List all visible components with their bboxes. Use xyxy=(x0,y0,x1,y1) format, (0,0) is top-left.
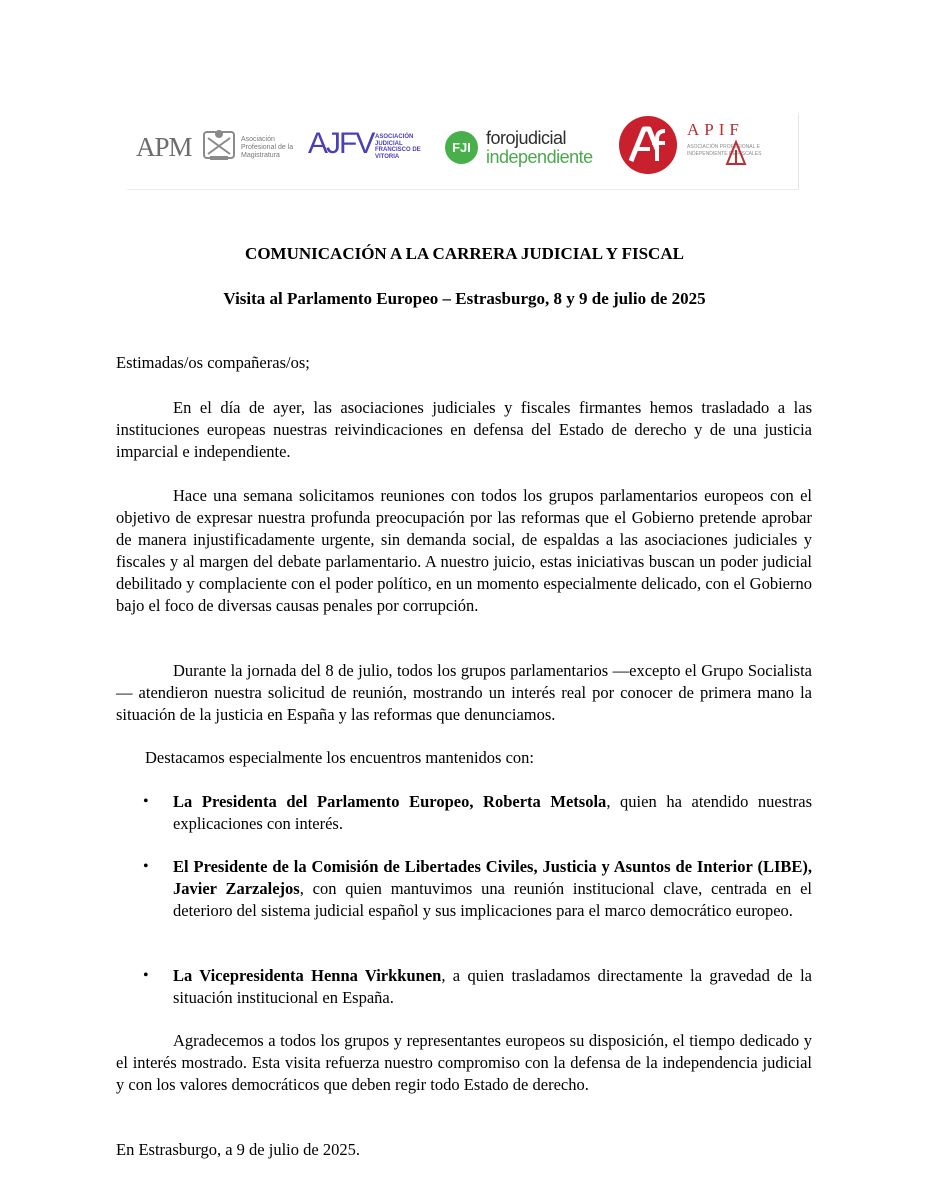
apif-logo xyxy=(687,120,783,175)
list-item-text xyxy=(173,791,812,835)
apm-emblem-icon xyxy=(200,126,238,162)
paragraph-1: En el día de ayer, las asociaciones judiciales y fiscales firmantes hemos trasladado a las instituciones europeas nuestras reivindicaciones en defensa del Estado de derecho y de una justicia imparcial e independiente. xyxy=(116,398,812,461)
apm-logo-name: APM xyxy=(136,132,192,162)
document-subtitle: Visita al Parlamento Europeo – Estrasburgo, 8 y 9 de julio de 2025 xyxy=(223,289,706,308)
meetings-intro: Destacamos especialmente los encuentros mantenidos con: xyxy=(145,748,534,767)
ajfv-logo-name: AJFV xyxy=(308,127,374,160)
paragraph-2: Hace una semana solicitamos reuniones con todos los grupos parlamentarios europeos con el objetivo de expresar nuestra profunda preocupación por las reformas que el Gobierno pretende aprobar de manera injustificadamente urgente, sin demanda social, de espaldas a las asociaciones judiciales y fiscales y al margen del debate parlamentario. A nuestro juicio, estas iniciativas buscan un poder judicial debilitado y complaciente con el poder político, en un momento especialmente delicado, con el Gobierno bajo el foco de diversas causas penales por corrupción. xyxy=(116,486,812,615)
list-item-rest: , con quien mantuvimos una reunión institucional clave, centrada en el deterioro del sistema judicial español y sus implicaciones para el marco democrático europeo. xyxy=(173,879,812,920)
list-item-rest: , a quien trasladamos directamente la gravedad de la situación institucional en España. xyxy=(173,966,812,1007)
af-logo-icon xyxy=(617,115,679,175)
list-item-text xyxy=(173,856,812,922)
list-item-bold: La Vicepresidenta Henna Virkkunen xyxy=(173,966,442,985)
greeting: Estimadas/os compañeras/os; xyxy=(116,353,310,372)
af-logo xyxy=(617,115,679,180)
document-title: COMUNICACIÓN A LA CARRERA JUDICIAL Y FISCAL xyxy=(245,244,684,263)
bullet-icon: • xyxy=(143,858,149,875)
fji-logo-line1: forojudicial xyxy=(486,128,567,148)
list-item-bold: La Presidenta del Parlamento Europeo, Roberta Metsola xyxy=(173,792,607,811)
apif-triangle-icon xyxy=(725,140,747,166)
list-item-bold: El Presidente de la Comisión de Libertades Civiles, Justicia y Asuntos de Interior (LIBE), Javier Zarzalejos xyxy=(173,857,812,898)
paragraph-4: Agradecemos a todos los grupos y representantes europeos su disposición, el tiempo dedicado y el interés mostrado. Esta visita refuerza nuestro compromiso con la defensa de la independencia judicial y con los valores democráticos que deben regir todo Estado de derecho. xyxy=(116,1031,812,1094)
list-item-text xyxy=(173,965,812,1009)
apif-logo-subtitle: ASOCIACIÓN PROFESIONAL E INDEPENDIENTE DE FISCALES xyxy=(687,144,762,157)
bullet-icon: • xyxy=(143,967,149,984)
signoff: En Estrasburgo, a 9 de julio de 2025. xyxy=(116,1140,360,1159)
association-logos-banner xyxy=(127,114,799,190)
list-item-rest: , quien ha atendido nuestras explicaciones con interés. xyxy=(173,792,812,833)
apif-logo-name: APIF xyxy=(687,120,744,139)
fji-logo-badge: FJI xyxy=(445,131,478,164)
fji-logo-line2: independiente xyxy=(486,147,593,167)
paragraph-3: Durante la jornada del 8 de julio, todos los grupos parlamentarios —excepto el Grupo Socialista— atendieron nuestra solicitud de reunión, mostrando un interés real por conocer de primera mano la situación de la justicia en España y las reformas que denunciamos. xyxy=(116,661,812,724)
apm-logo-subtitle: Asociación Profesional de la Magistratura xyxy=(241,136,294,159)
ajfv-logo-subtitle: ASOCIACIÓN JUDICIAL FRANCISCO DE VITORIA xyxy=(375,134,421,160)
bullet-icon: • xyxy=(143,793,149,810)
